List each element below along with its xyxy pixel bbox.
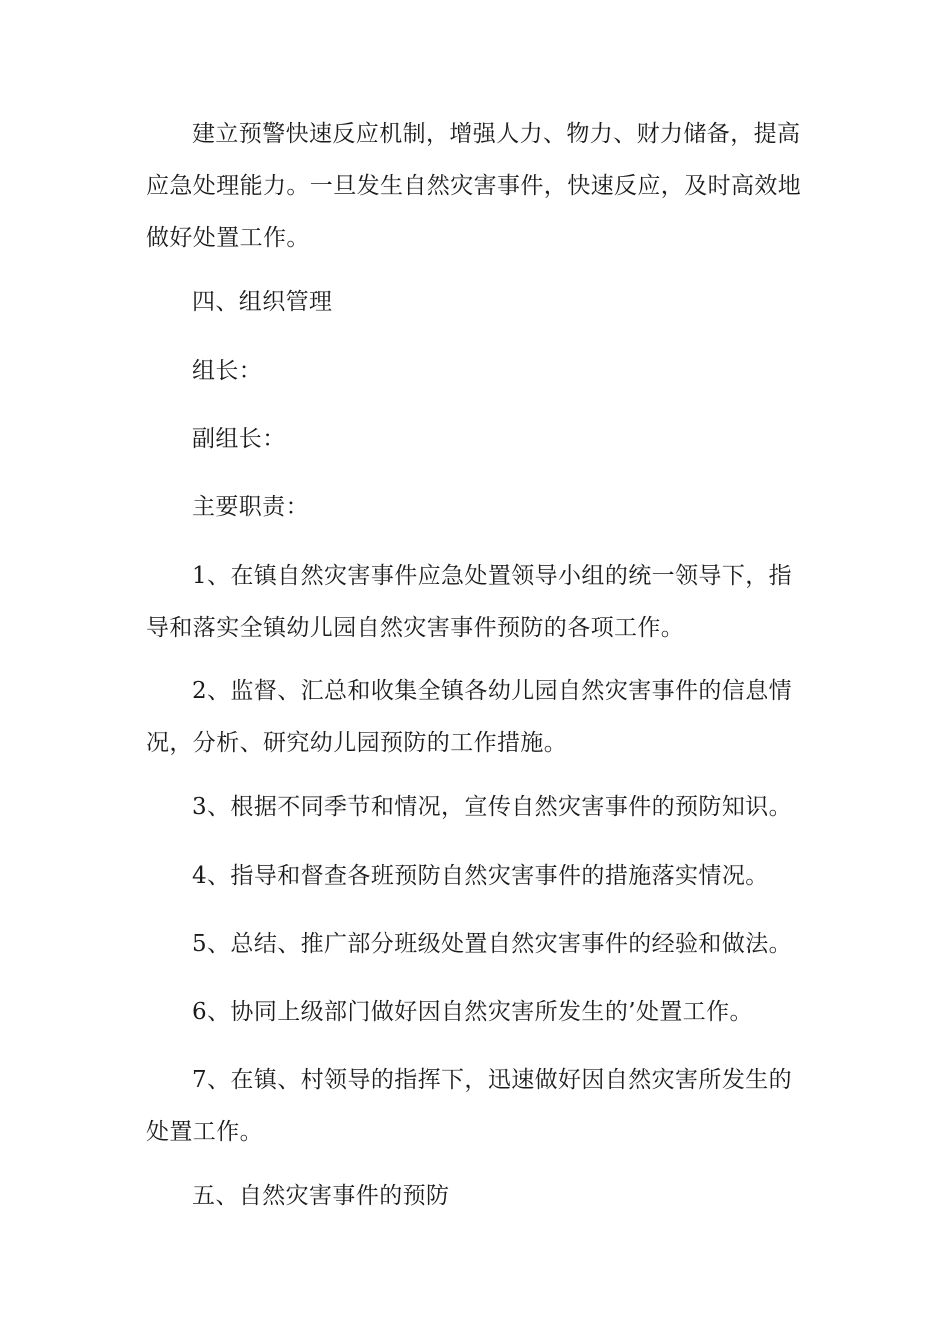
- paragraph-deputy-leader: 副组长：: [192, 426, 286, 452]
- duty-item-4: 4、指导和督查各班预防自然灾害事件的措施落实情况。: [192, 863, 769, 889]
- duty-item-1: 1、在镇自然灾害事件应急处置领导小组的统一领导下，指导和落实全镇幼儿园自然灾害事件预防的各项工作。: [146, 563, 793, 641]
- duty-item-2: 2、监督、汇总和收集全镇各幼儿园自然灾害事件的信息情况，分析、研究幼儿园预防的工作措施。: [146, 678, 793, 756]
- duty-item-5: 5、总结、推广部分班级处置自然灾害事件的经验和做法。: [192, 931, 793, 957]
- duty-item-7: 7、在镇、村领导的指挥下，迅速做好因自然灾害所发生的处置工作。: [146, 1067, 793, 1145]
- paragraph-intro: 建立预警快速反应机制，增强人力、物力、财力储备，提高应急处理能力。一旦发生自然灾害事件，快速反应，及时高效地做好处置工作。: [146, 121, 802, 251]
- duty-item-3: 3、根据不同季节和情况，宣传自然灾害事件的预防知识。: [192, 794, 793, 820]
- heading-prevention: 五、自然灾害事件的预防: [192, 1183, 450, 1209]
- heading-organization: 四、组织管理: [192, 289, 333, 315]
- paragraph-duties-title: 主要职责：: [192, 494, 309, 520]
- paragraph-leader: 组长：: [192, 358, 263, 384]
- duty-item-6: 6、协同上级部门做好因自然灾害所发生的’处置工作。: [192, 999, 753, 1025]
